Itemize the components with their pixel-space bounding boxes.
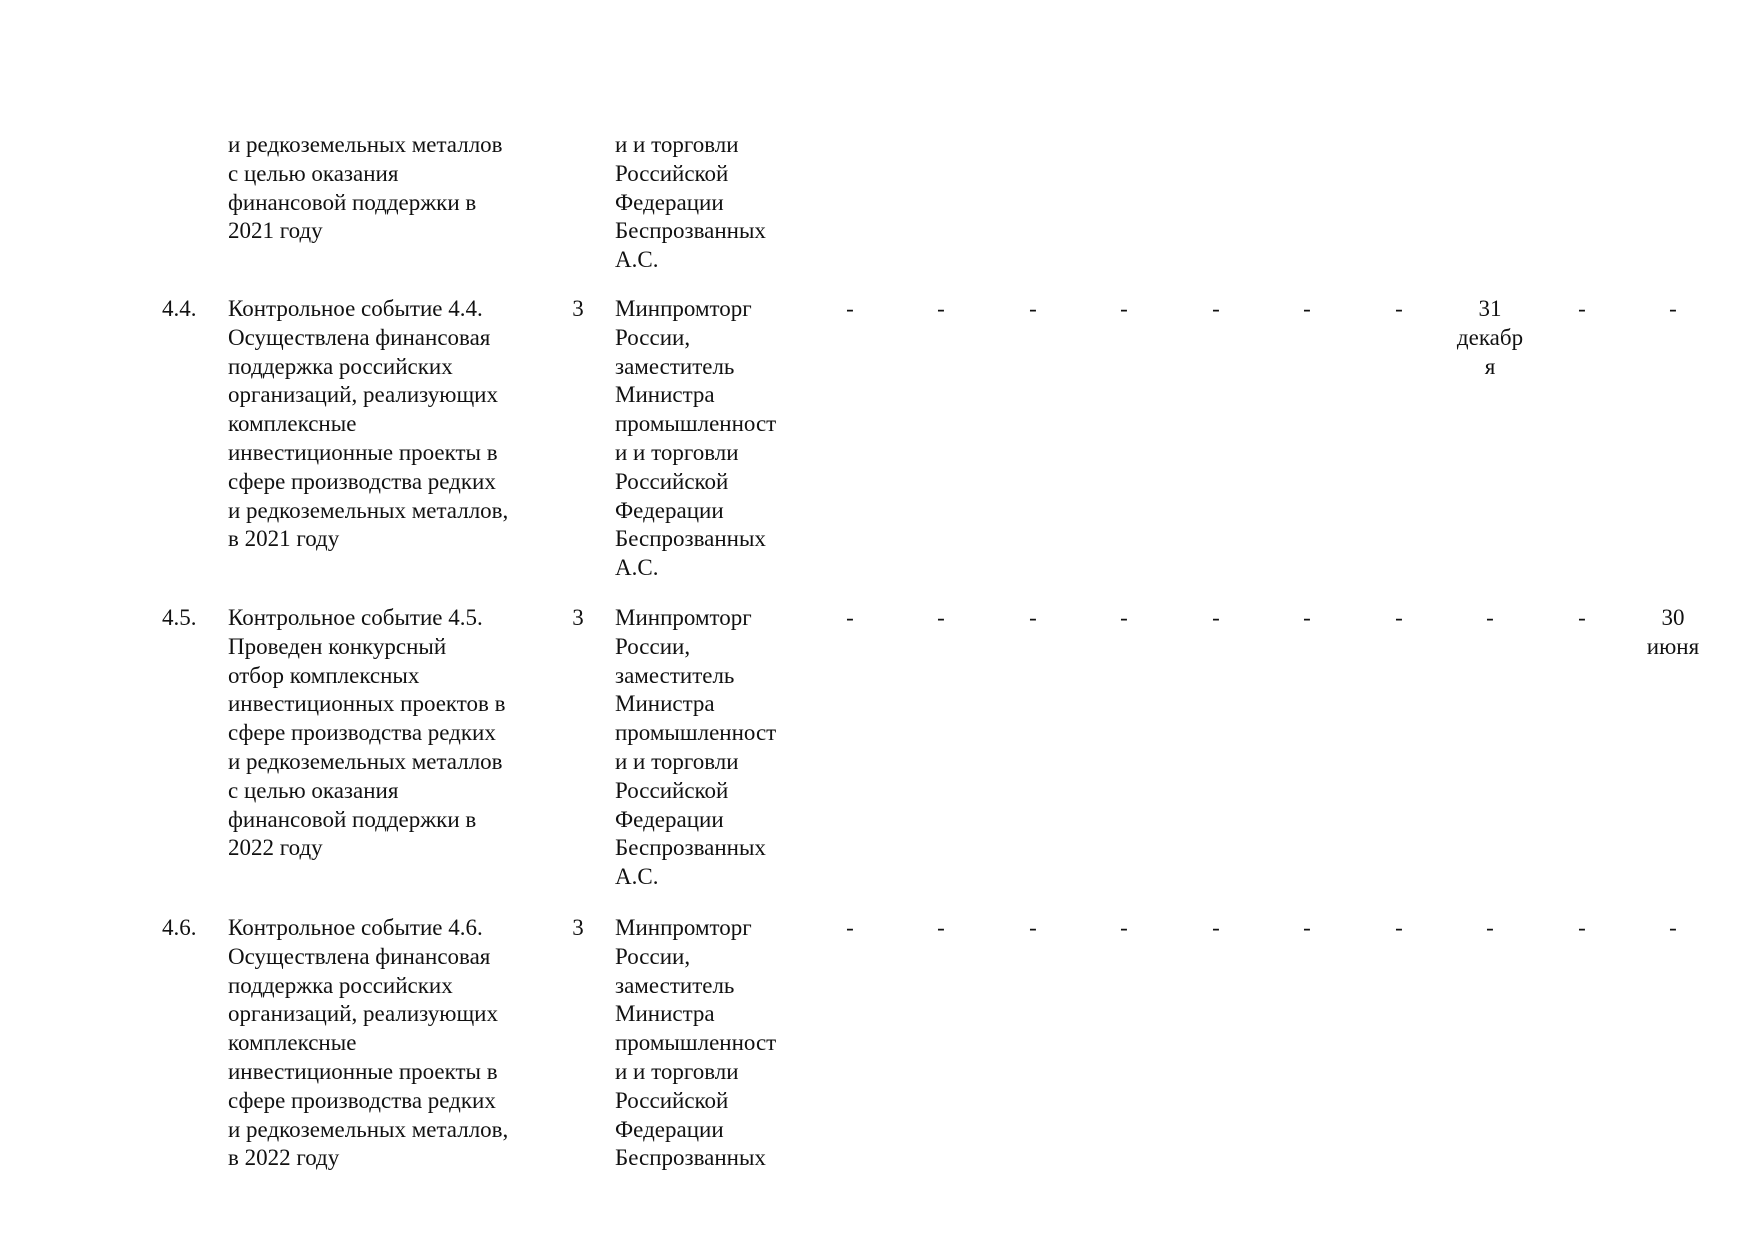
mark-line: - xyxy=(937,915,945,940)
text-line: в 2022 году xyxy=(228,1145,340,1171)
text-line: сфере производства редких xyxy=(228,1087,496,1113)
text-line: сфере производства редких xyxy=(228,720,496,746)
row-responsible xyxy=(615,604,776,892)
text-line: поддержка российских xyxy=(228,972,453,998)
row-number: 4.6. xyxy=(162,915,197,940)
mark-line: июня xyxy=(1646,633,1700,659)
responsible-line: Минпромторг xyxy=(615,605,752,630)
row-level: 3 xyxy=(572,605,584,630)
row-level: 3 xyxy=(572,915,584,940)
responsible-line: Беспрозванных xyxy=(615,526,766,552)
schedule-mark xyxy=(1455,295,1525,381)
row-responsible xyxy=(615,914,776,1173)
schedule-mark xyxy=(1364,604,1434,633)
mark-line: - xyxy=(1578,915,1586,940)
mark-line: - xyxy=(1395,915,1403,940)
schedule-mark xyxy=(1272,295,1342,324)
schedule-mark xyxy=(1547,295,1617,324)
schedule-mark xyxy=(815,604,885,633)
schedule-mark xyxy=(906,295,976,324)
responsible-line: Беспрозванных xyxy=(615,1145,766,1171)
row-responsible xyxy=(615,295,776,583)
mark-line: - xyxy=(1120,915,1128,940)
mark-line: - xyxy=(1029,915,1037,940)
mark-line: - xyxy=(937,605,945,630)
row-level: 3 xyxy=(572,296,584,321)
mark-line: - xyxy=(846,915,854,940)
responsible-line: Министра xyxy=(615,382,715,408)
text-line: и редкоземельных металлов, xyxy=(228,497,509,523)
schedule-mark xyxy=(1089,295,1159,324)
row-number: 4.5. xyxy=(162,605,197,630)
responsible-line: и и торговли xyxy=(615,439,739,465)
text-line: финансовой поддержки в xyxy=(228,806,477,832)
responsible-line: Беспрозванных xyxy=(615,835,766,861)
mark-line: - xyxy=(1486,605,1494,630)
text-line: инвестиционные проекты в xyxy=(228,1058,498,1084)
responsible-line: заместитель xyxy=(615,662,735,688)
text-line: Контрольное событие 4.4. xyxy=(228,296,483,321)
schedule-mark xyxy=(998,914,1068,943)
text-line: и редкоземельных металлов, xyxy=(228,1116,509,1142)
responsible-line: Российской xyxy=(615,777,729,803)
text-line: и редкоземельных металлов xyxy=(228,132,503,157)
row-number: 4.4. xyxy=(162,296,197,321)
text-line: Проведен конкурсный xyxy=(228,633,447,659)
mark-line: - xyxy=(1212,296,1220,321)
mark-line: - xyxy=(1578,296,1586,321)
text-line: с целью оказания xyxy=(228,777,399,803)
schedule-mark xyxy=(1089,914,1159,943)
text-line: организаций, реализующих xyxy=(228,382,498,408)
row-text xyxy=(228,914,508,1173)
schedule-mark xyxy=(1547,914,1617,943)
text-line: Осуществлена финансовая xyxy=(228,324,491,350)
mark-line: - xyxy=(1486,915,1494,940)
responsible-line: и и торговли xyxy=(615,748,739,774)
mark-line: - xyxy=(1029,605,1037,630)
responsible-line: Минпромторг xyxy=(615,296,752,321)
mark-line: 30 xyxy=(1661,605,1685,630)
responsible-line: Минпромторг xyxy=(615,915,752,940)
text-line: финансовой поддержки в xyxy=(228,189,477,215)
text-line: и редкоземельных металлов xyxy=(228,748,503,774)
schedule-mark xyxy=(1089,604,1159,633)
schedule-mark xyxy=(998,295,1068,324)
text-line: с целью оказания xyxy=(228,160,399,186)
text-line: Осуществлена финансовая xyxy=(228,943,491,969)
responsible-line: Федерации xyxy=(615,189,724,215)
schedule-mark xyxy=(1638,604,1708,662)
mark-line: - xyxy=(846,605,854,630)
row-text xyxy=(228,295,508,554)
text-line: комплексные xyxy=(228,1030,357,1056)
text-line: Контрольное событие 4.6. xyxy=(228,915,483,940)
responsible-line: промышленност xyxy=(615,1030,777,1056)
responsible-line: заместитель xyxy=(615,972,735,998)
responsible-line: и и торговли xyxy=(615,1058,739,1084)
schedule-mark xyxy=(1272,604,1342,633)
text-line: 2021 году xyxy=(228,218,323,244)
schedule-mark xyxy=(1455,604,1525,633)
schedule-mark xyxy=(1272,914,1342,943)
schedule-mark xyxy=(1364,914,1434,943)
text-line: отбор комплексных xyxy=(228,662,420,688)
text-line: 2022 году xyxy=(228,835,323,861)
mark-line: - xyxy=(1669,915,1677,940)
schedule-mark xyxy=(906,604,976,633)
continuation-text xyxy=(228,131,503,246)
text-line: комплексные xyxy=(228,411,357,437)
mark-line: - xyxy=(1395,296,1403,321)
schedule-mark xyxy=(1638,914,1708,943)
responsible-line: А.С. xyxy=(615,864,659,890)
mark-line: я xyxy=(1484,353,1496,379)
mark-line: 31 xyxy=(1478,296,1502,321)
responsible-line: Российской xyxy=(615,160,729,186)
mark-line: - xyxy=(1578,605,1586,630)
schedule-mark xyxy=(815,295,885,324)
mark-line: - xyxy=(1303,296,1311,321)
responsible-line: промышленност xyxy=(615,411,777,437)
mark-line: - xyxy=(1303,605,1311,630)
mark-line: - xyxy=(1303,915,1311,940)
responsible-line: Федерации xyxy=(615,1116,724,1142)
responsible-line: Беспрозванных xyxy=(615,218,766,244)
text-line: в 2021 году xyxy=(228,526,340,552)
schedule-mark xyxy=(998,604,1068,633)
schedule-mark xyxy=(1364,295,1434,324)
responsible-line: России, xyxy=(615,633,691,659)
responsible-line: Российской xyxy=(615,1087,729,1113)
schedule-mark xyxy=(1181,295,1251,324)
text-line: инвестиционных проектов в xyxy=(228,691,506,717)
responsible-line: Федерации xyxy=(615,497,724,523)
mark-line: - xyxy=(846,296,854,321)
text-line: инвестиционные проекты в xyxy=(228,439,498,465)
schedule-mark xyxy=(1547,604,1617,633)
responsible-line: России, xyxy=(615,943,691,969)
text-line: Контрольное событие 4.5. xyxy=(228,605,483,630)
responsible-line: заместитель xyxy=(615,353,735,379)
responsible-line: России, xyxy=(615,324,691,350)
mark-line: - xyxy=(1029,296,1037,321)
text-line: поддержка российских xyxy=(228,353,453,379)
mark-line: - xyxy=(1120,605,1128,630)
mark-line: - xyxy=(1120,296,1128,321)
responsible-line: Федерации xyxy=(615,806,724,832)
responsible-line: А.С. xyxy=(615,555,659,581)
row-text xyxy=(228,604,506,863)
text-line: организаций, реализующих xyxy=(228,1001,498,1027)
responsible-line: Министра xyxy=(615,1001,715,1027)
responsible-line: Министра xyxy=(615,691,715,717)
mark-line: декабр xyxy=(1456,324,1524,350)
schedule-mark xyxy=(906,914,976,943)
mark-line: - xyxy=(1212,915,1220,940)
mark-line: - xyxy=(937,296,945,321)
mark-line: - xyxy=(1395,605,1403,630)
text-line: сфере производства редких xyxy=(228,468,496,494)
responsible-line: А.С. xyxy=(615,247,659,273)
schedule-mark xyxy=(1455,914,1525,943)
mark-line: - xyxy=(1212,605,1220,630)
continuation-responsible xyxy=(615,131,766,275)
responsible-line: и и торговли xyxy=(615,132,739,157)
schedule-mark xyxy=(1181,914,1251,943)
schedule-mark xyxy=(1181,604,1251,633)
schedule-mark xyxy=(1638,295,1708,324)
responsible-line: Российской xyxy=(615,468,729,494)
responsible-line: промышленност xyxy=(615,720,777,746)
mark-line: - xyxy=(1669,296,1677,321)
schedule-mark xyxy=(815,914,885,943)
